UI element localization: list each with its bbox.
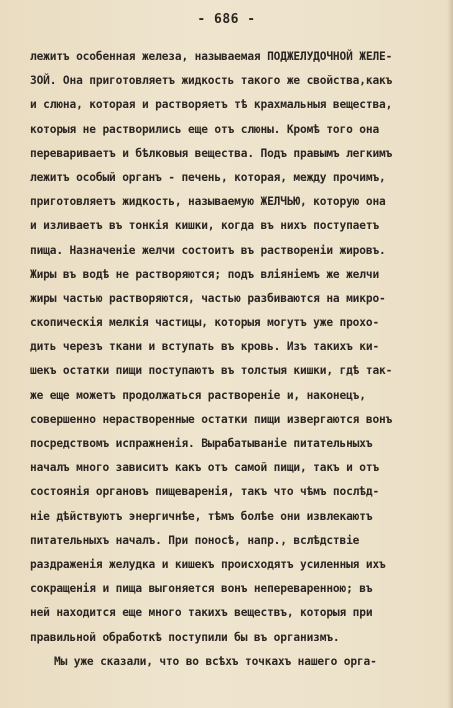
paragraph — [30, 650, 416, 674]
body-text — [30, 45, 416, 674]
text-line: ніе дѣйствуютъ энергичнѣе, тѣмъ болѣе они извлекаютъ — [30, 509, 373, 523]
text-line: ней находится еще много такихъ веществъ, которыя при — [30, 606, 373, 620]
text-line: дить черезъ ткани и вступать въ кровь. Изъ такихъ ки- — [30, 340, 380, 354]
text-line: состоянія органовъ пищеваренія, такъ что чѣмъ послѣд- — [30, 485, 380, 499]
text-line: скопическія мелкія частицы, которыя могутъ уже прохо- — [30, 316, 380, 330]
text-line: и изливаетъ въ тонкія кишки, когда въ нихъ поступаетъ — [30, 219, 380, 233]
text-line: приготовляетъ жидкость, называемую ЖЕЛЧЬЮ, которую она — [30, 195, 386, 209]
text-line: началъ много зависитъ какъ отъ самой пищи, такъ и отъ — [30, 461, 380, 475]
text-line: шекъ остатки пищи поступаютъ въ толстыя кишки, гдѣ так- — [30, 364, 393, 378]
text-line: лежитъ особенная железа, называемая ПОДЖЕЛУДОЧНОЙ ЖЕЛЕ- — [30, 50, 393, 63]
page-edge-shadow — [447, 0, 453, 708]
paragraph — [30, 45, 416, 650]
text-line: раздраженія желудка и кишекъ происходятъ усиленныя ихъ — [30, 557, 386, 571]
text-line: совершенно нерастворенные остатки пищи извергаются вонъ — [30, 412, 393, 426]
text-line: сокращенія и пища выгоняется вонъ непереваренною; въ — [30, 582, 373, 596]
text-line: пища. Назначеніе желчи состоитъ въ растворенiи жировъ. — [30, 243, 386, 257]
text-line: ЗОЙ. Она приготовляетъ жидкость такого же свойства,какъ — [30, 74, 393, 88]
text-line: Жиры въ водѣ не растворяются; подъ вліяніемъ же желчи — [30, 267, 380, 281]
text-line: же еще можетъ продолжаться раствореніе и, наконецъ, — [30, 388, 366, 402]
text-line: жиры частью растворяются, частью разбиваются на микро- — [30, 291, 386, 305]
text-line: лежитъ особый органъ - печень, которая, между прочимъ, — [30, 170, 386, 184]
text-line: которыя не растворились еще отъ слюны. Кромѣ того она — [30, 122, 380, 136]
text-line: перевариваетъ и бѣлковыя вещества. Подъ правымъ легкимъ — [30, 146, 393, 160]
text-line: Мы уже сказали, что во всѣхъ точкахъ нашего орга- — [54, 654, 377, 668]
text-line: и слюна, которая и растворяетъ тѣ крахмальныя вещества, — [30, 98, 393, 112]
text-line: посредствомъ испражненія. Вырабатываніе питательныхъ — [30, 437, 373, 450]
page-number: - 686 - — [197, 12, 256, 27]
text-line: питательныхъ началъ. При поносѣ, напр., вслѣдствіе — [30, 533, 360, 547]
text-line: правильной обработкѣ поступили бы въ организмъ. — [30, 630, 340, 644]
